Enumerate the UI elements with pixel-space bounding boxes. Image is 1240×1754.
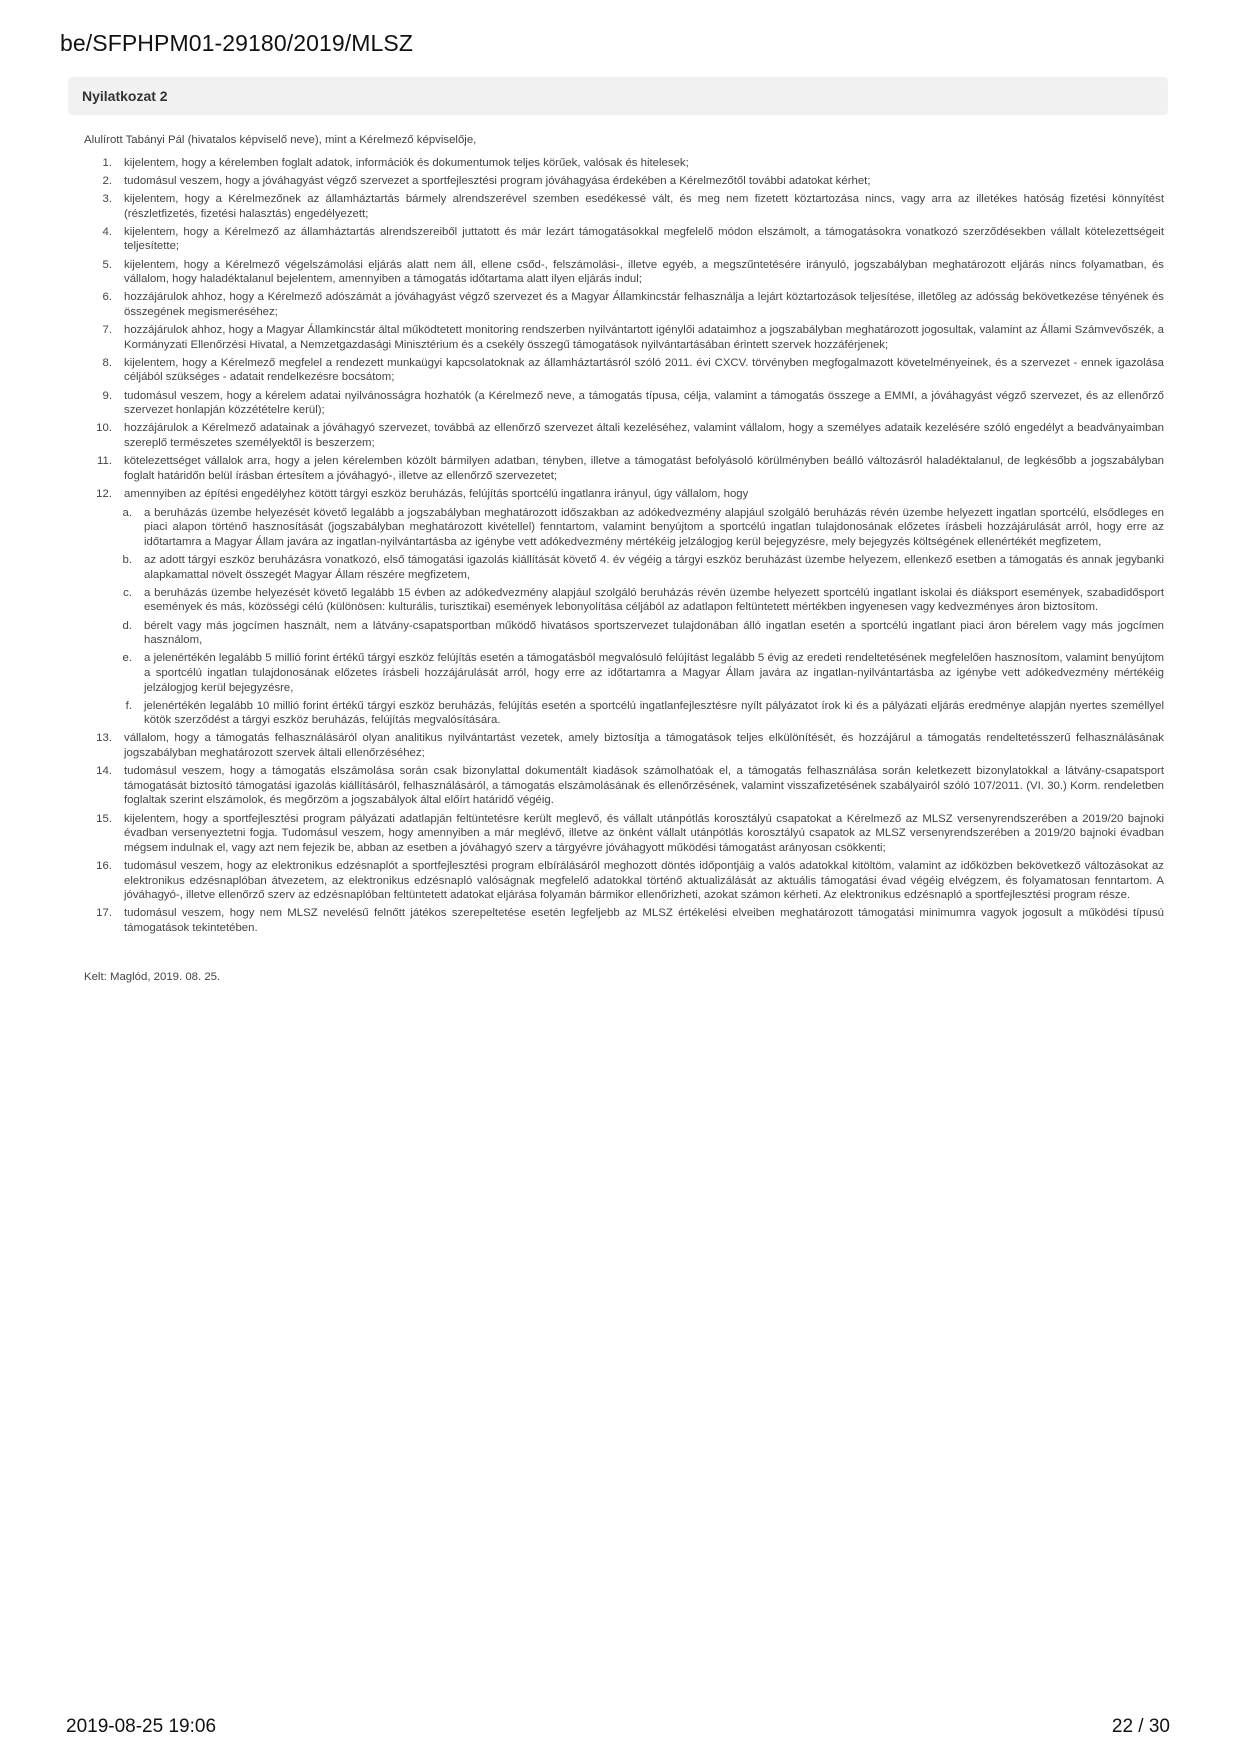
item-text: kijelentem, hogy a kérelemben foglalt adatok, információk és dokumentumok teljes körűek, valósak és hitelesek; — [124, 156, 689, 169]
item-text: kijelentem, hogy a Kérelmező az államháztartás alrendszereiből juttatott és már lezárt támogatásokkal megfelelő módon elszámolt, a támogatásokra vonatkozó szerződésekben vállalt kötelezettségeit teljesítette; — [124, 225, 1164, 253]
list-item — [84, 174, 1164, 189]
list-item — [84, 731, 1164, 760]
declaration-body — [84, 133, 1164, 984]
item-text: hozzájárulok ahhoz, hogy a Magyar Államkincstár által működtetett monitoring rendszerben nyilvántartott igénylői adataimhoz a jogszabályban meghatározott jogosultak, valamint az Állami Számvevőszék, a Kormányzati Ellenőrzési Hivatal, a Nemzetgazdasági Minisztérium és a csekély összegű támogatások nyilvántartásában érintett szervek hozzáférjenek; — [124, 324, 1164, 351]
item-text: hozzájárulok a Kérelmező adatainak a jóváhagyó szervezet, továbbá az ellenőrző szervezet általi kezeléséhez, valamint vállalom, hogy a személyes adataik kezelésére szóló engedélyt a beadványaimban szereplő természetes személyektől is beszerzem; — [124, 422, 1164, 450]
item-number: 6. — [102, 291, 112, 304]
list-item — [84, 258, 1164, 287]
sub-item-text: jelenértékén legalább 10 millió forint értékű tárgyi eszköz beruházás, felújítás esetén a sportcélú ingatlanfejlesztésre nyílt pályázatot írok ki és a pályázati eljárás eredménye alapján nyertes személlyel kötök szerződést a tárgyi eszköz beruházás, felújítás megvalósítására. — [144, 699, 1164, 727]
item-text: tudomásul veszem, hogy a támogatás elszámolása során csak bizonylattal dokumentált kiadások számolhatóak el, a támogatás felhasználása során keletkezett bizonylatokkal a látvány-csapatsport támogatását biztosító támogatási igazolás kiállításáról, felhasználásáról, a támogatás elszámolásának és ellenőrzésének, valamint visszafizetésének szabályairól szóló 107/2011. (VI. 30.) Korm. rendeletben foglaltak szerint elszámolok, és megőrzöm a jogszabályok által előírt határidő végéig. — [124, 765, 1164, 807]
sub-item-letter: a. — [122, 506, 132, 519]
footer-datetime: 2019-08-25 19:06 — [66, 1716, 217, 1737]
sub-item — [124, 619, 1164, 648]
item-number: 15. — [96, 812, 112, 825]
sub-item-letter: d. — [122, 619, 132, 632]
sub-item — [124, 651, 1164, 695]
item-text: hozzájárulok ahhoz, hogy a Kérelmező adószámát a jóváhagyást végző szervezet és a Magyar Államkincstár felhasználja a lejárt köztartozások teljesítése, illetőleg az adósság bekövetkezése tényének és összegének megismeréséhez; — [124, 291, 1164, 318]
item-text: tudomásul veszem, hogy az elektronikus edzésnaplót a sportfejlesztési program elbírálásáról meghozott döntés időpontjáig a valós adatokkal kitöltöm, valamint az időközben bekövetkező változásokat az elektronikus edzésnaplóban átvezetem, az elektronikus edzésnapló valóságnak megfelelő adatokkal történő aktualizálását az aktuális támogatási évad végéig elvégzem, és folyamatosan fenntartom. A jóváhagyó-, illetve ellenőrző szerv az edzésnaplóban feltüntetett adatokat eljárása folyamán bármikor ellenőrizheti, azokat számon kérheti. Az elektronikus edzésnapló a sportfejlesztési program része. — [124, 860, 1164, 902]
footer-page-number: 22 / 30 — [1111, 1716, 1170, 1737]
item-text: kijelentem, hogy a Kérelmező végelszámolási eljárás alatt nem áll, ellene csőd-, felszámolási-, illetve egyéb, a megszűntetésére irányuló, jogszabályban meghatározott eljárás nincs folyamatban, és vállalom, hogy haladéktalanul bejelentem, amennyiben a támogatás időtartama alatt ilyen eljárás indul; — [124, 258, 1164, 286]
item-text: tudomásul veszem, hogy nem MLSZ nevelésű felnőtt játékos szerepeltetése esetén legfeljebb az MLSZ értékelési elveiben meghatározott támogatási minimumra vagyok jogosult a működési típusú támogatások tekintetében. — [124, 907, 1164, 934]
list-item — [84, 859, 1164, 903]
list-item — [84, 454, 1164, 483]
item-number: 7. — [102, 324, 112, 337]
list-item — [84, 389, 1164, 418]
item-text: amennyiben az építési engedélyhez kötött tárgyi eszköz beruházás, felújítás sportcélú ingatlanra irányul, úgy vállalom, hogy — [124, 488, 749, 500]
sub-item-text: a jelenértékén legalább 5 millió forint értékű tárgyi eszköz felújítás esetén a támogatásból megvalósuló felújítást legalább 5 évig az eredeti rendeltetésének megfelelően hasznosítom, valamint benyújtom a sportcélú ingatlan tulajdonosának előzetes írásbeli hozzájárulását arról, hogy erre az időtartamra a Magyar Állam javára az ingatlan-nyilvántartásba az igénybe vett adókedvezmény mértékéig jelzálogjog kerül bejegyzésre, — [144, 652, 1164, 694]
item-number: 2. — [102, 174, 112, 187]
sub-item-letter: e. — [122, 652, 132, 665]
section-header — [68, 77, 1168, 115]
sub-item — [124, 553, 1164, 582]
item-text: tudomásul veszem, hogy a jóváhagyást végző szervezet a sportfejlesztési program jóváhagyása érdekében a Kérelmezőtől további adatokat kérhet; — [124, 174, 871, 187]
list-item — [84, 192, 1164, 221]
sub-list — [124, 506, 1164, 728]
document-id: be/SFPHPM01-29180/2019/MLSZ — [60, 30, 414, 56]
item-number: 11. — [97, 455, 112, 468]
sub-item-letter: f. — [125, 699, 132, 712]
item-text: vállalom, hogy a támogatás felhasználásáról olyan analitikus nyilvántartást vezetek, amely biztosítja a támogatások teljes elkülönítését, és hozzájárul a támogatás rendeltetésszerű felhasználásának jogszabályban meghatározott szervek általi ellenőrzéséhez; — [124, 732, 1164, 760]
sub-item-letter: b. — [122, 553, 132, 566]
item-number: 1. — [102, 156, 112, 169]
section-title: Nyilatkozat 2 — [82, 88, 168, 104]
sub-item-text: az adott tárgyi eszköz beruházásra vonatkozó, első támogatási igazolás kiállítását követő 4. év végéig a tárgyi eszköz beruházást üzembe helyezem, ellenkező esetben a támogatás és annak jegybanki alapkamattal növelt összegét Magyar Állam részére megfizetem, — [144, 553, 1164, 581]
sub-item — [124, 586, 1164, 615]
item-number: 17. — [96, 907, 112, 920]
item-text: kijelentem, hogy a sportfejlesztési program pályázati adatlapján feltüntetésre került meglevő, és vállalt utánpótlás korosztályú csapatokat a Kérelmező az MLSZ versenyrendszerében a 2019/20 bajnoki évadban versenyeztetni fogja. Tudomásul veszem, hogy amennyiben a már meglévő, illetve az önként vállalt utánpótlás korosztályú csapatok az MLSZ versenyrendszerében a 2019/20 bajnoki évadban mégsem indulnak el, vagy azt nem fejezik be, abban az esetben a jóváhagyó szerv a tárgyévre jóváhagyott működési támogatást arányosan csökkenti; — [124, 812, 1164, 854]
date-place-line: Kelt: Maglód, 2019. 08. 25. — [84, 970, 221, 983]
declaration-list — [84, 156, 1164, 936]
item-number: 5. — [102, 258, 112, 271]
item-text: kijelentem, hogy a Kérelmező megfelel a rendezett munkaügyi kapcsolatoknak az államháztartásról szóló 2011. évi CXCV. törvényben megfogalmazott követelményeinek, és a szervezet - ennek igazolása céljából szükséges - adatait rendelkezésre bocsátom; — [124, 356, 1164, 384]
item-number: 12. — [96, 488, 112, 500]
list-item — [84, 290, 1164, 319]
item-text: kijelentem, hogy a Kérelmezőnek az államháztartás bármely alrendszerével szemben esedékessé vált, és meg nem fizetett köztartozása nincs, vagy arra az illetékes hatóság fizetési könnyítést (részletfizetés, fizetési halasztás) engedélyezett; — [124, 192, 1164, 220]
intro-text: Alulírott Tabányi Pál (hivatalos képviselő neve), mint a Kérelmező képviselője, — [84, 134, 477, 146]
sub-item-text: a beruházás üzembe helyezését követő legalább 15 évben az adókedvezmény alapjául szolgáló beruházás révén üzembe helyezett sportcélú ingatlant iskolai és diáksport események, szabadidősport események és más, közösségi célú (különösen: kulturális, turisztikai) események lebonyolítása céljából az adatlapon feltüntetett mértékben ingyenesen vagy kedvezményes áron biztosítom. — [144, 586, 1164, 614]
sub-item-text: a beruházás üzembe helyezését követő legalább a jogszabályban meghatározott időszakban az adókedvezmény alapjául szolgáló beruházás révén üzembe helyezett ingatlan sportcélú, elsődleges en piaci alapon történő hasznosítását (jogszabályban meghatározott kivétellel) fenntartom, valamint benyújtom a sportcélú ingatlan tulajdonosának előzetes írásbeli hozzájárulását arról, hogy erre az időtartamra a Magyar Állam javára az ingatlan-nyilvántartásba az igénybe vett adókedvezmény mértékéig jelzálogjog kerül bejegyzésre, mely bejegyzés költségének ellenértékét megfizetem, — [144, 506, 1164, 548]
item-number: 4. — [102, 225, 112, 238]
list-item — [84, 487, 1164, 728]
item-number: 16. — [96, 860, 112, 872]
list-item — [84, 421, 1164, 450]
list-item — [84, 356, 1164, 385]
list-item — [84, 156, 1164, 171]
sub-item-text: bérelt vagy más jogcímen használt, nem a látvány-csapatsportban működő hivatásos sportszervezet tulajdonában álló ingatlan esetén a sportcélú ingatlant piaci áron bérelem vagy más jogcímen használom, — [144, 619, 1164, 647]
sub-item — [124, 506, 1164, 550]
list-item — [84, 323, 1164, 352]
item-number: 3. — [102, 192, 112, 205]
item-text: kötelezettséget vállalok arra, hogy a jelen kérelemben közölt bármilyen adatban, tényben, illetve a támogatást befolyásoló körülményben beálló változásról haladéktalanul, de legkésőbb a jogszabályban foglalt határidőn belül írásban értesítem a jóváhagyó-, illetve az ellenőrző szervezetet; — [124, 455, 1164, 482]
sub-item-letter: c. — [123, 586, 132, 599]
item-number: 14. — [96, 765, 112, 778]
item-number: 9. — [102, 389, 112, 402]
item-number: 13. — [96, 732, 112, 745]
item-text: tudomásul veszem, hogy a kérelem adatai nyilvánosságra hozhatók (a Kérelmező neve, a támogatás típusa, célja, valamint a támogatás összege a EMMI, a jóváhagyást végző szervezet, és az ellenőrző szervezet honlapján közzétételre kerül); — [124, 389, 1164, 417]
list-item — [84, 906, 1164, 935]
list-item — [84, 764, 1164, 808]
item-number: 8. — [102, 356, 112, 369]
list-item — [84, 812, 1164, 856]
item-number: 10. — [96, 422, 112, 435]
sub-item — [124, 699, 1164, 728]
list-item — [84, 225, 1164, 254]
